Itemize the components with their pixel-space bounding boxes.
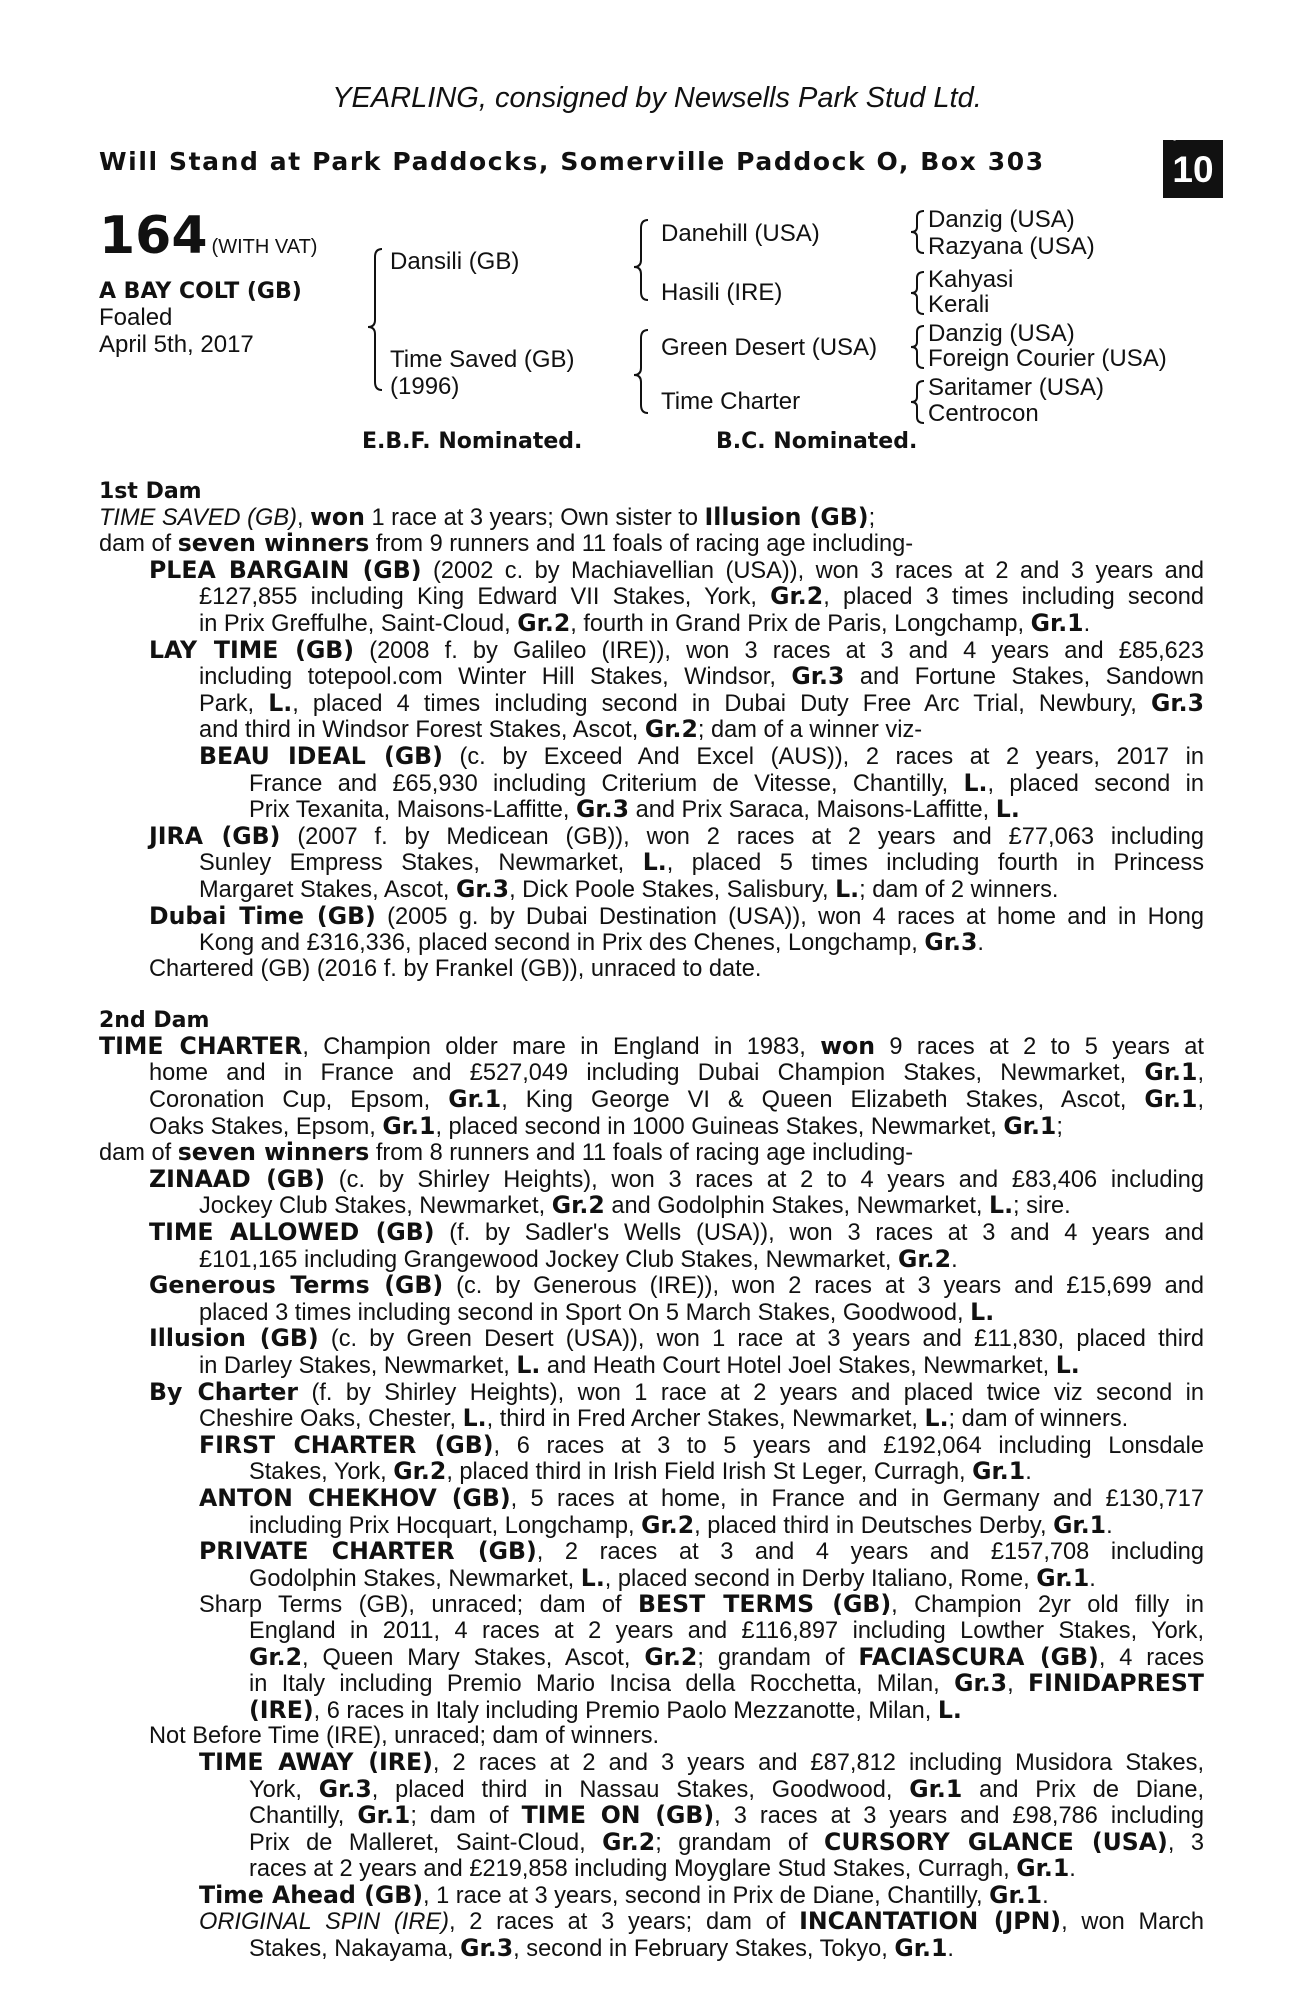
second-dam-line — [99, 1406, 1204, 1433]
text: in Prix Greffulhe, Saint-Cloud, — [199, 610, 518, 637]
second-dam-line — [99, 1510, 1204, 1540]
text: York, — [249, 1776, 319, 1803]
bold-text: INCANTATION (JPN) — [799, 1907, 1062, 1936]
bold-text: Gr.2 — [393, 1457, 447, 1486]
second-dam-line — [99, 1087, 1204, 1114]
bold-text: Gr.2 — [517, 608, 571, 637]
first-dam-line — [99, 608, 1204, 638]
pedigree-dd-dam: Centrocon — [928, 400, 1039, 427]
text: Chantilly, — [249, 1803, 358, 1830]
bold-text: ANTON CHEKHOV (GB) — [199, 1483, 511, 1512]
text: (c. by Shirley Heights), won 3 races at 2 to 4 years and £83,406 including — [325, 1166, 1204, 1193]
sire-dam: Hasili (IRE) — [661, 279, 783, 306]
text: , placed third in Deutsches Derby, — [694, 1512, 1054, 1539]
bold-text: Gr.2 — [644, 1642, 698, 1671]
bold-text: CURSORY GLANCE (USA) — [824, 1827, 1168, 1856]
text: and Godolphin Stakes, Newmarket, — [604, 1193, 990, 1220]
bold-text: JIRA (GB) — [149, 821, 281, 850]
second-dam-line — [99, 1164, 1204, 1194]
text: France and £65,930 including Criterium de Vitesse, Chantilly, — [249, 770, 964, 797]
text: Stakes, York, — [249, 1459, 394, 1486]
text: , Champion older mare in England in 1983, — [302, 1033, 821, 1060]
first-dam-title: 1st Dam — [99, 479, 202, 504]
bold-text: L. — [970, 1297, 995, 1326]
bold-text: Gr.1 — [989, 1880, 1043, 1909]
text: ; dam of — [410, 1803, 522, 1830]
bold-text: Dubai Time (GB) — [149, 901, 376, 930]
second-dam-line — [99, 1563, 1204, 1593]
first-dam-line — [99, 584, 1204, 611]
bold-text: L. — [268, 688, 293, 717]
text: , fourth in Grand Prix de Paris, Longchamp, — [570, 610, 1031, 637]
bold-text: By Charter — [149, 1377, 299, 1406]
first-dam-line — [99, 688, 1205, 718]
bold-text: Generous Terms (GB) — [149, 1271, 444, 1300]
text: Not Before Time (IRE), unraced; dam of winners. — [149, 1723, 660, 1750]
dam-year: (1996) — [390, 373, 460, 400]
second-dam-line — [99, 1111, 1204, 1141]
text: Prix de Malleret, Saint-Cloud, — [249, 1829, 603, 1856]
text: including totepool.com Winter Hill Stakes, Windsor, — [199, 664, 792, 691]
text: , King George VI & Queen Elizabeth Stakes, Ascot, — [501, 1087, 1145, 1114]
text: and third in Windsor Forest Stakes, Ascot, — [199, 717, 645, 744]
bold-text: Gr.3 — [954, 1669, 1008, 1698]
text: , 6 races in Italy including Premio Paolo Mezzanotte, Milan, — [313, 1697, 938, 1724]
dam-dam: Time Charter — [661, 388, 801, 415]
pedigree-ss-sire: Danzig (USA) — [928, 206, 1075, 233]
second-dam-line — [99, 1671, 1204, 1698]
bold-text: Gr.2 — [770, 582, 824, 611]
text: , second in February Stakes, Tokyo, — [513, 1936, 895, 1963]
bold-text: Gr.3 — [924, 928, 978, 957]
second-dam-title: 2nd Dam — [99, 1008, 210, 1034]
text: including Prix Hocquart, Longchamp, — [249, 1512, 642, 1539]
horse-description: A BAY COLT (GB) — [99, 279, 302, 304]
first-dam-line — [99, 635, 1204, 665]
bold-text: Illusion (GB) — [149, 1324, 319, 1353]
text: (2002 c. by Machiavellian (USA)), won 3 races at 2 and 3 years and — [421, 557, 1204, 584]
text: Sharp Terms (GB), unraced; dam of — [199, 1592, 639, 1619]
badge-value: 10 — [1172, 149, 1214, 190]
bold-text: L. — [924, 1404, 949, 1433]
first-dam-line — [99, 901, 1205, 931]
ebf-nominated: E.B.F. Nominated. — [362, 429, 583, 454]
second-dam-line — [99, 1031, 1204, 1061]
second-dam-line — [99, 1430, 1204, 1460]
text: , placed third in Irish Field Irish St Leger, Curragh, — [446, 1459, 973, 1486]
text: £127,855 including King Edward VII Stakes, York, — [199, 584, 771, 611]
text: , 3 — [1167, 1829, 1204, 1856]
bold-text: seven winners — [177, 529, 370, 558]
second-dam-line — [99, 1244, 1204, 1274]
bold-text: Gr.3 — [318, 1774, 372, 1803]
bold-text: L. — [835, 874, 860, 903]
second-dam-line — [99, 1483, 1204, 1513]
text: Kong and £316,336, placed second in Prix des Chenes, Longchamp, — [199, 930, 925, 957]
bold-text: Gr.1 — [1030, 608, 1084, 637]
foaled-date: April 5th, 2017 — [99, 331, 254, 358]
text: ; grandam of — [655, 1829, 825, 1856]
bold-text: Gr.3 — [575, 795, 630, 824]
bold-text: (IRE) — [249, 1695, 314, 1724]
bold-text: Gr.2 — [551, 1191, 605, 1220]
text: , — [296, 504, 311, 531]
pedigree-ds-sire: Danzig (USA) — [928, 320, 1075, 347]
bold-text: TIME AWAY (IRE) — [199, 1747, 433, 1776]
first-dam-line — [99, 768, 1204, 798]
text: , placed third in Nassau Stakes, Goodwood, — [371, 1776, 910, 1803]
first-dam-line — [99, 930, 1204, 957]
first-dam-line — [99, 957, 1204, 983]
second-dam-line — [99, 1936, 1204, 1963]
bold-text: BEST TERMS (GB) — [638, 1590, 892, 1619]
bold-text: FACIASCURA (GB) — [858, 1642, 1099, 1671]
text: Sunley Empress Stakes, Newmarket, — [199, 850, 643, 877]
first-dam-line — [99, 555, 1204, 585]
lot-vat: (WITH VAT) — [211, 236, 318, 258]
bold-text: Illusion (GB) — [704, 502, 869, 531]
text: Stakes, Nakayama, — [249, 1936, 461, 1963]
text: races at 2 years and £219,858 including Moyglare Stud Stakes, Curragh, — [249, 1856, 1017, 1883]
text: Cheshire Oaks, Chester, — [199, 1406, 463, 1433]
bold-text: Gr.2 — [249, 1642, 303, 1671]
text: . — [1042, 1882, 1049, 1909]
text: , placed second in — [987, 770, 1204, 797]
first-dam-line — [99, 741, 1204, 771]
text: , 4 races — [1098, 1644, 1205, 1671]
bold-text: FIRST CHARTER (GB) — [199, 1430, 494, 1459]
text: and Prix de Diane, — [962, 1776, 1204, 1803]
text: Chartered (GB) (2016 f. by Frankel (GB)), unraced to date. — [149, 955, 762, 982]
text: and Fortune Stakes, Sandown — [844, 664, 1204, 691]
pedigree-sd-sire: Kahyasi — [928, 266, 1014, 293]
text: dam of — [99, 531, 178, 558]
text: , 6 races at 3 to 5 years and £192,064 including Lonsdale — [493, 1432, 1204, 1459]
bold-text: Gr.1 — [972, 1457, 1026, 1486]
bold-text: Gr.2 — [644, 715, 698, 744]
bold-text: L. — [462, 1404, 487, 1433]
italic-text: TIME SAVED (GB) — [99, 504, 297, 531]
second-dam-line — [99, 1140, 1204, 1167]
bold-text: Gr.2 — [898, 1244, 952, 1273]
text: home and in France and £527,049 including Dubai Champion Stakes, Newmarket, — [149, 1060, 1145, 1087]
first-dam-line — [99, 531, 1204, 558]
bold-text: Gr.1 — [1144, 1058, 1198, 1087]
text: , placed second in 1000 Guineas Stakes, Newmarket, — [435, 1113, 1004, 1140]
second-dam-line — [99, 1803, 1204, 1830]
text: , 2 races at 3 years; dam of — [448, 1909, 800, 1936]
bold-text: won — [820, 1031, 876, 1060]
text: ; grandam of — [697, 1644, 859, 1671]
second-dam-text — [99, 1031, 1205, 1963]
bold-text: Gr.1 — [382, 1111, 436, 1140]
second-dam-line — [99, 1326, 1204, 1353]
first-dam-line — [99, 502, 1204, 532]
text: . — [977, 930, 984, 957]
bold-text: seven winners — [177, 1138, 370, 1167]
text: in Darley Stakes, Newmarket, — [199, 1353, 517, 1379]
first-dam-line — [99, 874, 1204, 904]
text: (2005 g. by Dubai Destination (USA)), won 4 races at home and in Hong — [375, 903, 1205, 930]
text: . — [951, 1246, 958, 1273]
second-dam-line — [99, 1377, 1205, 1407]
bold-text: L. — [963, 768, 988, 797]
bold-text: Gr.3 — [460, 1934, 514, 1963]
text: Coronation Cup, Epsom, — [149, 1087, 449, 1114]
first-dam-line — [99, 821, 1204, 851]
text: in Italy including Premio Mario Incisa della Rocchetta, Milan, — [249, 1671, 955, 1698]
text: from 9 runners and 11 foals of racing age including- — [369, 531, 914, 558]
text: , — [1007, 1671, 1029, 1698]
text: Jockey Club Stakes, Newmarket, — [199, 1193, 552, 1220]
second-dam-line — [99, 1642, 1205, 1672]
text: . — [1025, 1459, 1032, 1486]
pedigree-ds-dam: Foreign Courier (USA) — [928, 345, 1167, 372]
bold-text: L. — [937, 1695, 962, 1724]
text: . — [1083, 610, 1091, 637]
bold-text: BEAU IDEAL (GB) — [199, 741, 443, 770]
bold-text: Gr.3 — [791, 662, 845, 691]
section-gap — [99, 982, 1204, 1008]
text: from 8 runners and 11 foals of racing age including- — [369, 1140, 914, 1167]
bold-text: Gr.1 — [357, 1801, 411, 1830]
bold-text: ZINAAD (GB) — [149, 1164, 326, 1193]
text: , Champion 2yr old filly in — [891, 1592, 1205, 1619]
text: Godolphin Stakes, Newmarket, — [249, 1565, 581, 1592]
text: 9 races at 2 to 5 years at — [875, 1033, 1204, 1060]
foaled-label: Foaled — [99, 304, 173, 331]
text: , — [1197, 1087, 1205, 1114]
bold-text: Gr.1 — [448, 1085, 502, 1114]
second-dam-line — [99, 1747, 1205, 1777]
text: . — [1069, 1856, 1076, 1883]
bold-text: PLEA BARGAIN (GB) — [149, 555, 422, 584]
text: , placed second in Derby Italiano, Rome, — [604, 1565, 1037, 1592]
second-dam-line — [99, 1880, 1204, 1910]
first-dam-line — [99, 664, 1204, 691]
text: ; — [868, 504, 876, 531]
bold-text: LAY TIME (GB) — [149, 635, 355, 664]
text: dam of — [99, 1140, 178, 1167]
text: . — [947, 1936, 954, 1963]
italic-text: ORIGINAL SPIN (IRE) — [199, 1909, 449, 1936]
text: , 2 races at 3 and 4 years and £157,708 including — [536, 1539, 1205, 1566]
second-dam-line — [99, 1539, 1204, 1566]
text: , Dick Poole Stakes, Salisbury, — [509, 876, 836, 903]
second-dam-line — [99, 1619, 1204, 1645]
text: ; dam of winners. — [948, 1406, 1129, 1433]
bold-text: Gr.2 — [602, 1827, 656, 1856]
consignor-line: YEARLING, consigned by Newsells Park Stud Ltd. — [332, 82, 982, 114]
second-dam-line — [99, 1695, 1204, 1725]
bc-nominated: B.C. Nominated. — [716, 429, 918, 454]
text: (c. by Green Desert (USA)), won 1 race at 3 years and £11,830, placed third — [318, 1326, 1204, 1353]
second-dam-line — [99, 1297, 1204, 1327]
text: (c. by Generous (IRE)), won 2 races at 3 years and £15,699 and — [443, 1273, 1204, 1300]
text: 1 race at 3 years; Own sister to — [364, 504, 705, 531]
text: Margaret Stakes, Ascot, — [199, 876, 457, 903]
sire: Dansili (GB) — [390, 248, 520, 275]
bold-text: TIME ON (GB) — [521, 1801, 715, 1830]
bold-text: FINIDAPREST — [1028, 1669, 1204, 1698]
text: (c. by Exceed And Excel (AUS)), 2 races at 2 years, 2017 in — [442, 743, 1204, 770]
bold-text: Gr.2 — [641, 1510, 695, 1539]
sire-sire: Danehill (USA) — [661, 220, 820, 247]
text: (f. by Sadler's Wells (USA)), won 3 races at 3 and 4 years and — [434, 1220, 1204, 1247]
second-dam-line — [99, 1353, 1204, 1380]
pedigree-notes — [99, 479, 1204, 1963]
text: , 2 races at 2 and 3 years and £87,812 including Musidora Stakes, — [432, 1749, 1205, 1776]
bold-text: Time Ahead (GB) — [199, 1880, 423, 1909]
text: , third in Fred Archer Stakes, Newmarket, — [486, 1406, 925, 1433]
pedigree-ss-dam: Razyana (USA) — [928, 233, 1095, 260]
text: (2007 f. by Medicean (GB)), won 2 races at 2 years and £77,063 including — [280, 823, 1204, 850]
text: , Queen Mary Stakes, Ascot, — [302, 1644, 645, 1671]
bold-text: Gr.1 — [1003, 1111, 1057, 1140]
text: Prix Texanita, Maisons-Laffitte, — [249, 797, 576, 824]
text: . — [1106, 1512, 1113, 1539]
text: England in 2011, 4 races at 2 years and £116,897 including Lowther Stakes, York, — [249, 1617, 1204, 1644]
pedigree-sd-dam: Kerali — [928, 291, 990, 318]
text: , 3 races at 3 years and £98,786 including — [714, 1803, 1204, 1830]
bold-text: L. — [995, 795, 1020, 824]
text: and Prix Saraca, Maisons-Laffitte, — [629, 797, 996, 824]
second-dam-line — [99, 1060, 1204, 1087]
second-dam-line — [99, 1724, 1204, 1750]
text: ; sire. — [1013, 1193, 1071, 1220]
dam: Time Saved (GB) — [390, 346, 575, 373]
bold-text: PRIVATE CHARTER (GB) — [199, 1537, 537, 1566]
text: ; dam of a winner viz- — [697, 717, 923, 744]
bold-text: L. — [580, 1563, 605, 1592]
bold-text: Gr.3 — [456, 874, 510, 903]
bold-text: Gr.1 — [1053, 1510, 1107, 1539]
second-dam-line — [99, 1827, 1204, 1857]
bold-text: Gr.1 — [909, 1774, 963, 1803]
second-dam-line — [99, 1592, 1204, 1619]
text: , placed 4 times including second in Dubai Duty Free Arc Trial, Newbury, — [292, 690, 1151, 717]
text: (2008 f. by Galileo (IRE)), won 3 races at 3 and 4 years and £85,623 — [354, 637, 1204, 664]
first-dam-line — [99, 797, 1204, 824]
bold-text: Gr.1 — [894, 1934, 948, 1963]
text: , 1 race at 3 years, second in Prix de Diane, Chantilly, — [422, 1882, 990, 1909]
pedigree-brackets — [0, 0, 1314, 440]
second-dam-line — [99, 1774, 1204, 1804]
first-dam-text — [99, 502, 1205, 983]
text: , won March — [1061, 1909, 1205, 1936]
bold-text: Gr.3 — [1150, 688, 1205, 717]
bold-text: L. — [1055, 1351, 1080, 1379]
second-dam-line — [99, 1459, 1204, 1486]
bold-text: L. — [516, 1351, 541, 1379]
text: , placed 3 times including second — [823, 584, 1204, 611]
text: (f. by Shirley Heights), won 1 race at 2 years and placed twice viz second in — [298, 1379, 1205, 1406]
lot-number: 164 — [99, 206, 208, 266]
text: , placed 5 times including fourth in Princess — [666, 850, 1204, 877]
text: Park, — [199, 690, 269, 717]
pedigree-dd-sire: Saritamer (USA) — [928, 374, 1105, 401]
bold-text: TIME CHARTER — [99, 1031, 303, 1060]
bold-text: won — [310, 502, 365, 531]
text: Oaks Stakes, Epsom, — [149, 1113, 383, 1140]
text: placed 3 times including second in Sport On 5 March Stakes, Goodwood, — [199, 1299, 971, 1326]
first-dam-line — [99, 717, 1204, 744]
stable-location: Will Stand at Park Paddocks, Somerville Paddock O, Box 303 — [99, 147, 1045, 176]
badge-plus: + — [1169, 126, 1181, 147]
text: , — [1197, 1060, 1204, 1087]
second-dam-line — [99, 1220, 1204, 1247]
first-dam-line — [99, 850, 1204, 877]
bold-text: Gr.1 — [1036, 1563, 1090, 1592]
text: ; dam of 2 winners. — [859, 876, 1059, 903]
bold-text: TIME ALLOWED (GB) — [149, 1218, 435, 1247]
second-dam-line — [99, 1856, 1204, 1883]
bold-text: L. — [642, 848, 667, 877]
text: £101,165 including Grangewood Jockey Club Stakes, Newmarket, — [199, 1246, 899, 1273]
second-dam-line — [99, 1273, 1204, 1300]
second-dam-line — [99, 1193, 1204, 1220]
text: , 5 races at home, in France and in Germany and £130,717 — [510, 1485, 1204, 1512]
bold-text: Gr.1 — [1144, 1085, 1198, 1114]
text: ; — [1056, 1113, 1063, 1140]
dam-sire: Green Desert (USA) — [661, 334, 878, 361]
text: . — [1089, 1565, 1096, 1592]
second-dam-line — [99, 1909, 1204, 1936]
bold-text: Gr.1 — [1016, 1854, 1070, 1883]
bold-text: L. — [989, 1191, 1014, 1220]
text: and Heath Court Hotel Joel Stakes, Newmarket, — [540, 1353, 1056, 1379]
